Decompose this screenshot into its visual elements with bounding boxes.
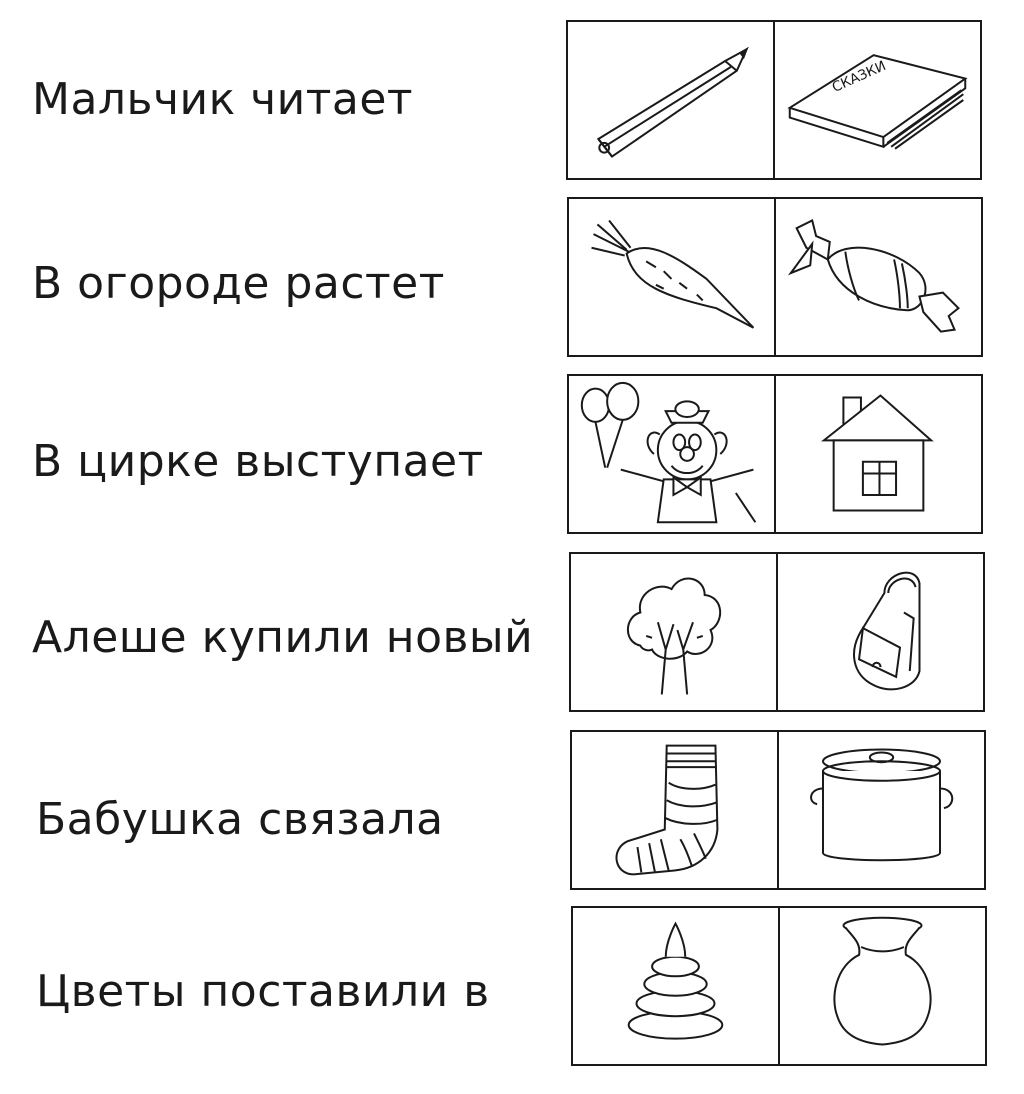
pot-icon — [779, 732, 984, 888]
choice-backpack[interactable] — [776, 554, 983, 710]
tree-icon — [571, 554, 776, 710]
choice-book[interactable] — [773, 22, 980, 178]
choice-clown[interactable] — [569, 376, 774, 532]
sentence-2: В огороде растет — [32, 258, 445, 309]
picture-card-5 — [570, 730, 986, 890]
picture-card-2 — [567, 197, 983, 357]
pencil-icon — [568, 22, 773, 178]
sentence-4: Алеше купили новый — [32, 612, 534, 663]
choice-carrot[interactable] — [569, 199, 774, 355]
choice-pyramid[interactable] — [573, 908, 778, 1064]
backpack-icon — [778, 554, 983, 710]
clown-icon — [569, 376, 774, 532]
choice-pot[interactable] — [777, 732, 984, 888]
choice-vase[interactable] — [778, 908, 985, 1064]
sentence-5: Бабушка связала — [36, 794, 444, 845]
carrot-icon — [569, 199, 774, 355]
sock-icon — [572, 732, 777, 888]
vase-icon — [780, 908, 985, 1064]
picture-card-1 — [566, 20, 982, 180]
choice-sock[interactable] — [572, 732, 777, 888]
sentence-3: В цирке выступает — [32, 436, 484, 487]
sentence-6: Цветы поставили в — [36, 966, 490, 1017]
house-icon — [776, 376, 981, 532]
picture-card-3 — [567, 374, 983, 534]
sentence-1: Мальчик читает — [32, 74, 414, 125]
book-title: СКАЗКИ — [829, 57, 889, 96]
choice-tree[interactable] — [571, 554, 776, 710]
picture-card-4 — [569, 552, 985, 712]
choice-house[interactable] — [774, 376, 981, 532]
picture-card-6 — [571, 906, 987, 1066]
choice-candy[interactable] — [774, 199, 981, 355]
book-icon — [775, 22, 980, 178]
pyramid-toy-icon — [573, 908, 778, 1064]
choice-pencil[interactable] — [568, 22, 773, 178]
candy-icon — [776, 199, 981, 355]
